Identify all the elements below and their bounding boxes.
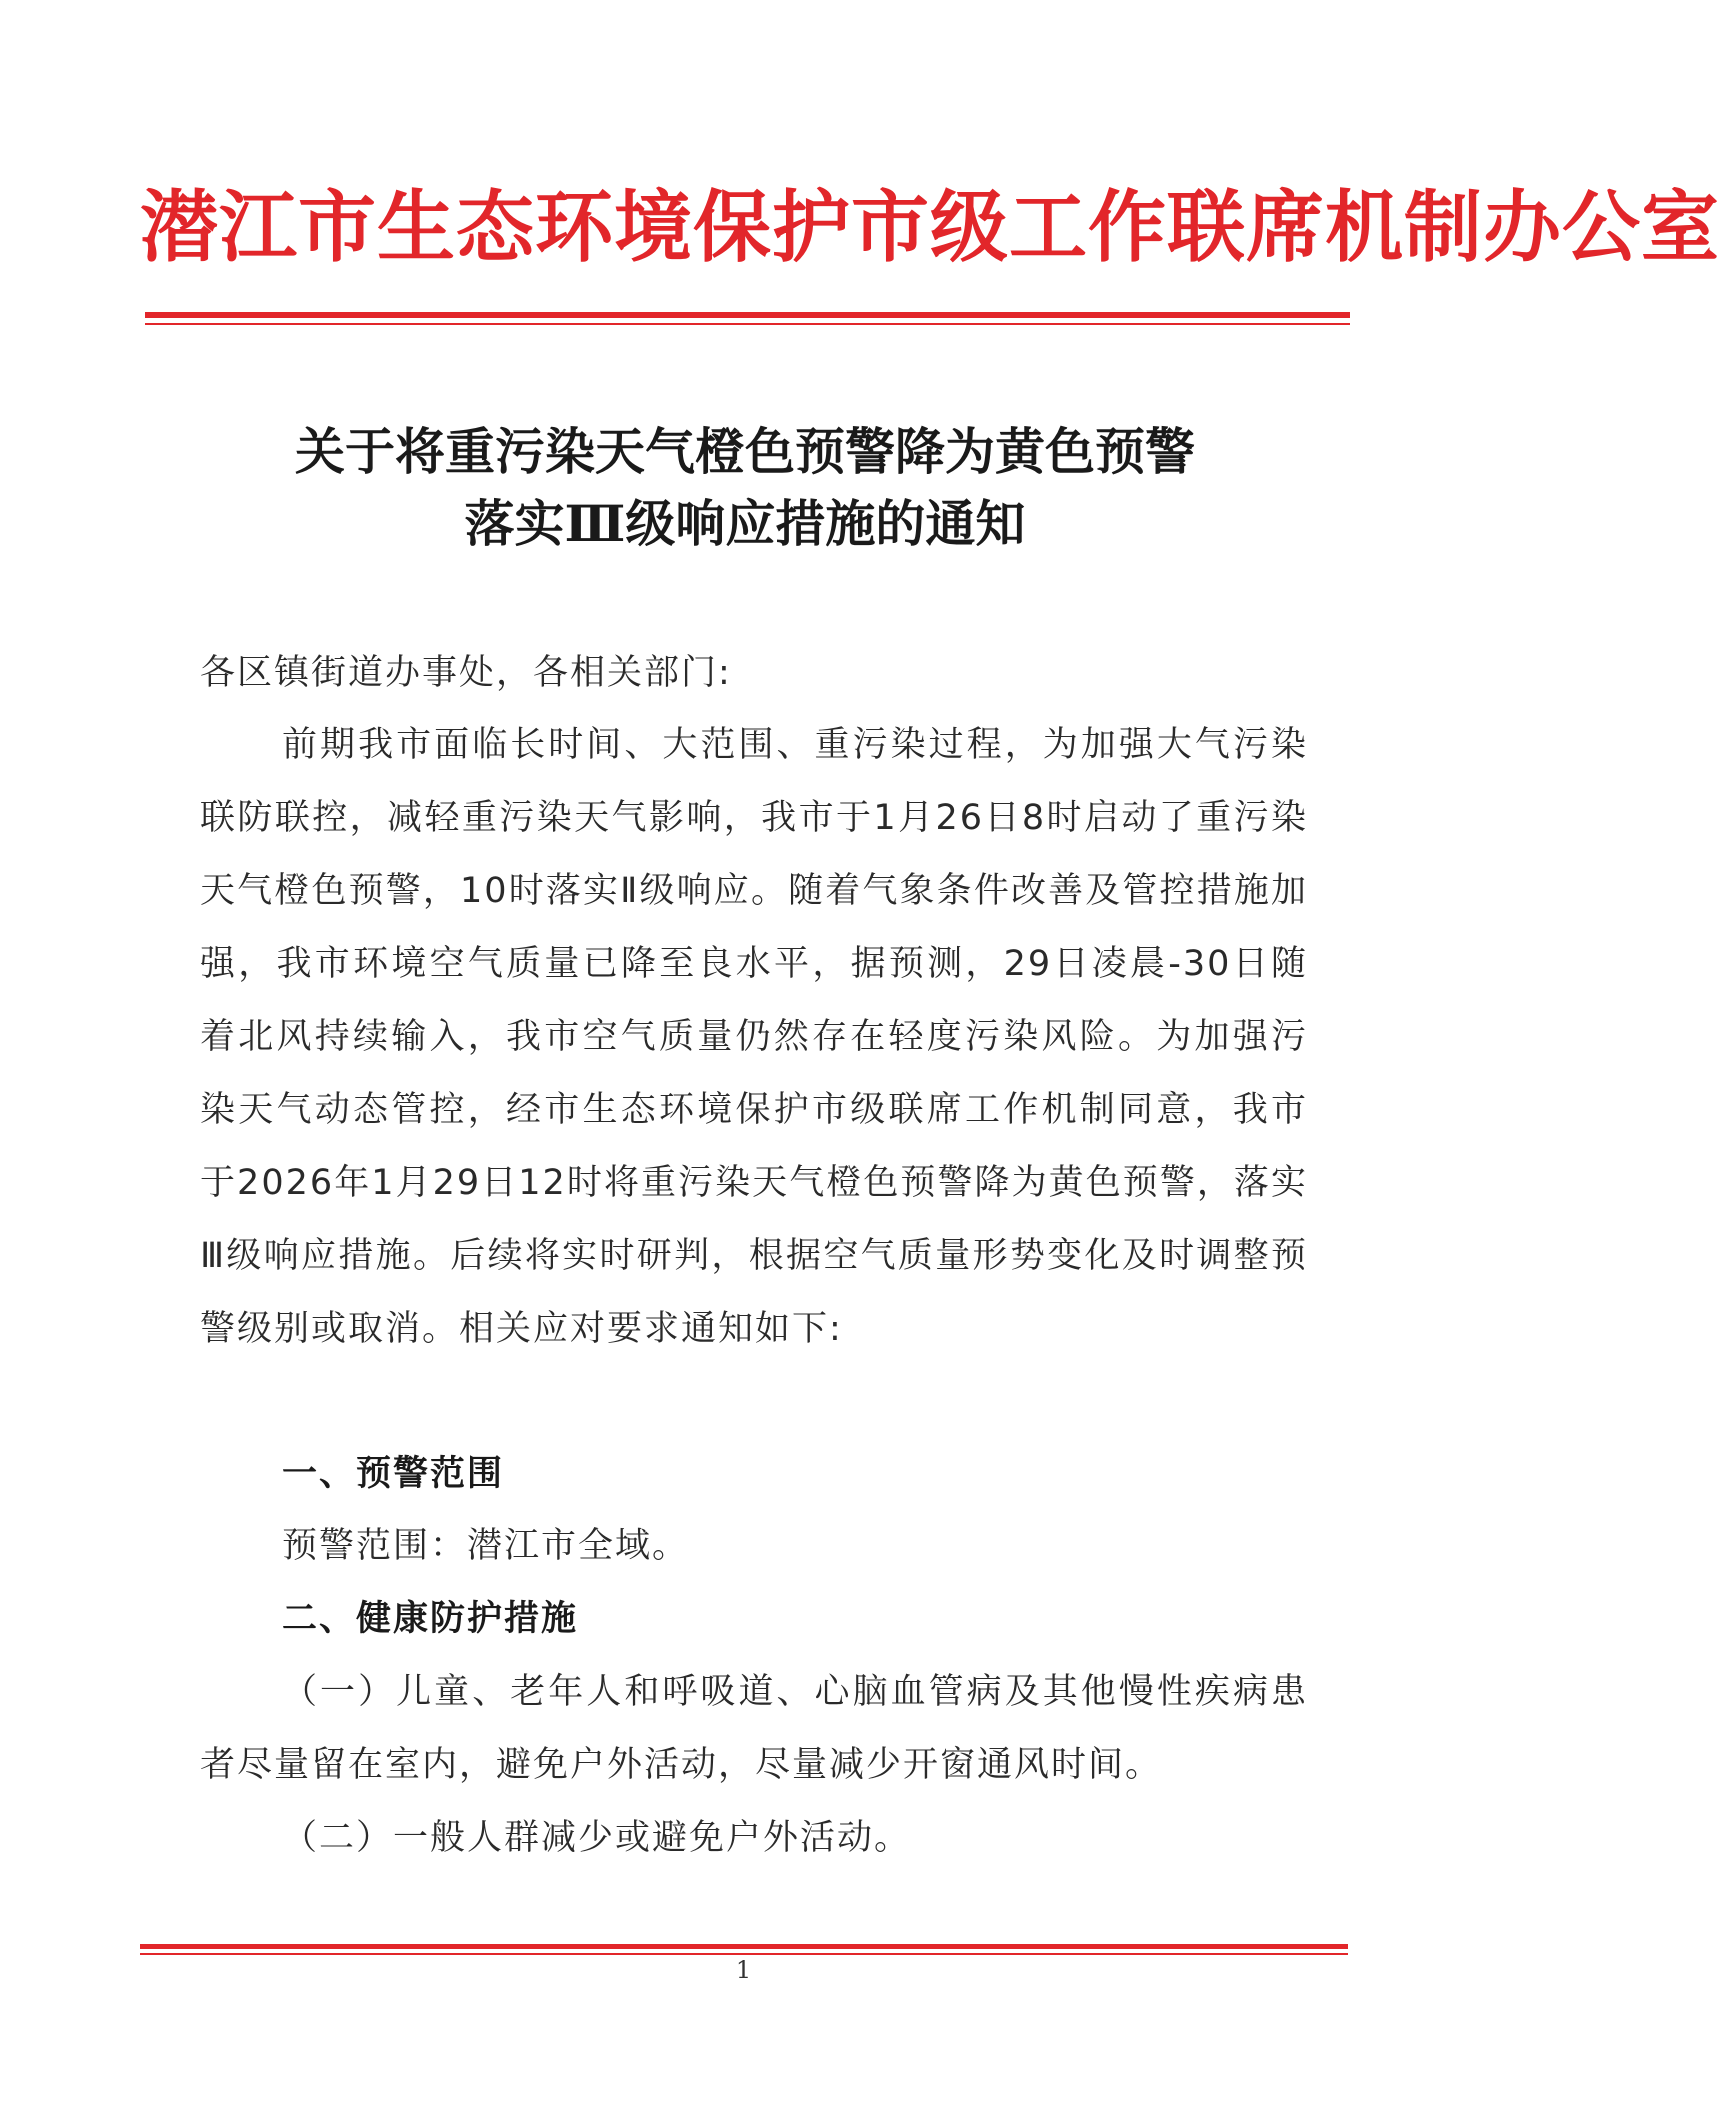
main-paragraph: 前期我市面临长时间、大范围、重污染过程，为加强大气污染联防联控，减轻重污染天气影响，我市于1月26日8时启动了重污染天气橙色预警，10时落实Ⅱ级响应。随着气象条件改善及管控措施加强，我市环境空气质量已降至良水平，据预测，29日凌晨-30日随着北风持续输入，我市空气质量仍然存在轻度污染风险。为加强污染天气动态管控，经市生态环境保护市级联席工作机制同意，我市于2026年1月29日12时将重污染天气橙色预警降为黄色预警，落实Ⅲ级响应措施。后续将实时研判，根据空气质量形势变化及时调整预警级别或取消。相关应对要求通知如下: — [200, 725, 1308, 1349]
section-heading-health-measures: 二、健康防护措施 — [282, 1599, 579, 1639]
warning-scope-text: 预警范围：潜江市全域。 — [282, 1526, 690, 1566]
health-measure-item-1: （一）儿童、老年人和呼吸道、心脑血管病及其他慢性疾病患者尽量留在室内，避免户外活动，尽量减少开窗通风时间。 — [200, 1672, 1308, 1785]
page-number: 1 — [735, 1956, 752, 1984]
document-title-line-2: 落实Ⅲ级响应措施的通知 — [464, 494, 1026, 553]
footer-red-rule-thick — [140, 1944, 1348, 1949]
issuing-organization-header: 潜江市生态环境保护市级工作联席机制办公室 — [140, 182, 1720, 273]
header-red-rule-thick — [145, 312, 1350, 318]
section-heading-warning-scope: 一、预警范围 — [282, 1454, 505, 1494]
header-red-rule-thin — [145, 323, 1350, 325]
document-title-line-1: 关于将重污染天气橙色预警降为黄色预警 — [295, 422, 1195, 481]
health-measure-item-2: （二）一般人群减少或避免户外活动。 — [282, 1818, 912, 1858]
salutation: 各区镇街道办事处，各相关部门: — [200, 653, 732, 693]
